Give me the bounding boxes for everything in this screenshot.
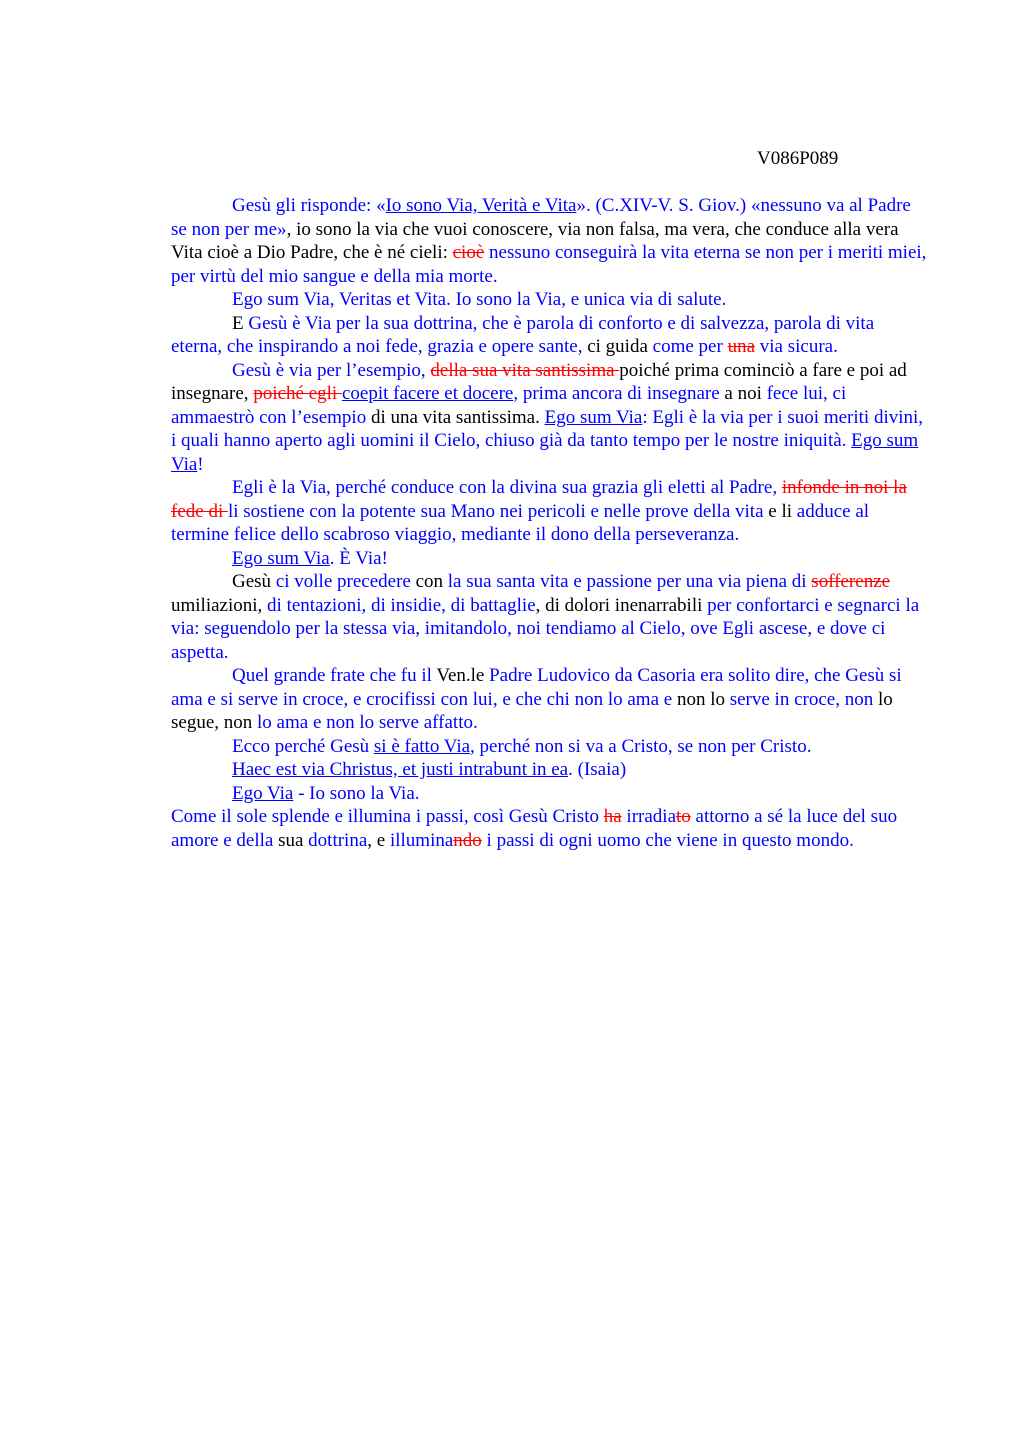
original-text: E xyxy=(232,312,249,334)
inserted-text: i passi di ogni uomo che viene in questo mondo. xyxy=(481,829,854,851)
inserted-text: come per xyxy=(652,336,728,357)
paragraph xyxy=(171,570,929,664)
inserted-text: ! xyxy=(197,453,204,475)
document-body xyxy=(171,194,929,852)
inserted-text: . (Isaia) xyxy=(568,759,627,780)
inserted-text: di tentazioni, di insidie, di battaglie xyxy=(267,594,536,616)
deleted-text: poiché egli xyxy=(253,383,342,404)
deleted-text: della sua vita santissima xyxy=(430,359,620,381)
paragraph xyxy=(171,735,929,759)
paragraph xyxy=(171,805,929,852)
underlined-quote: Io sono Via, Verità e Vita xyxy=(385,195,577,216)
underlined-quote: Ego Via xyxy=(232,782,294,804)
paragraph xyxy=(171,547,929,571)
paragraph xyxy=(171,194,929,288)
inserted-text: Ecco perché Gesù xyxy=(232,735,374,757)
inserted-text: irradia xyxy=(621,806,676,827)
deleted-text: to xyxy=(676,806,691,827)
document-id: V086P089 xyxy=(757,148,839,169)
original-text: Gesù xyxy=(232,571,276,592)
inserted-text: Egli è la Via, perché conduce con la divina sua grazia gli eletti al Padre, xyxy=(232,477,782,498)
inserted-text: ci volle precedere xyxy=(275,571,411,592)
original-text: non lo xyxy=(672,688,730,710)
paragraph xyxy=(171,359,929,477)
original-text: , di dolori inenarrabili xyxy=(535,594,708,616)
deleted-text: infonde in noi la fede di xyxy=(171,477,907,522)
inserted-text: Quel grande frate che fu il xyxy=(232,665,437,686)
inserted-text: per confortarci e segnarci la via: seguendolo per la stessa via, imitandolo, noi tendiamo al Cielo, ove Egli ascese, e dove ci aspetta. xyxy=(171,594,920,663)
original-text: e li xyxy=(763,500,797,522)
inserted-text: Padre Ludovico da Casoria era solito dire, che Gesù si ama e si serve in croce, e crocifissi con lui, e che chi non lo ama e xyxy=(171,665,902,710)
original-text: sua xyxy=(278,829,309,851)
original-text: Ven.le xyxy=(436,665,490,686)
deleted-text: cioè xyxy=(452,242,485,263)
original-text: , io sono la via che vuoi conoscere, via non falsa, ma vera, che conduce alla vera Vita cioè a Dio Padre, che è né cieli: xyxy=(171,218,899,263)
inserted-text: Ego sum Via, Veritas et Vita. Io sono la Via, e unica via di salute. xyxy=(232,289,727,310)
underlined-quote: Ego sum Via xyxy=(232,547,330,569)
underlined-quote: si è fatto Via xyxy=(373,735,471,757)
inserted-text: li sostiene con la potente sua Mano nei pericoli e nelle prove della vita xyxy=(227,500,764,522)
inserted-text: dottrina xyxy=(308,829,368,851)
original-text: ci guida xyxy=(582,336,653,357)
inserted-text: fece lui, ci ammaestrò con l’esempio xyxy=(171,383,847,428)
inserted-text: - Io sono la Via. xyxy=(293,782,420,804)
inserted-text: . È Via! xyxy=(329,547,388,569)
original-text: poiché prima cominciò a fare e poi ad insegnare, xyxy=(171,359,907,404)
deleted-text: ha xyxy=(603,806,622,827)
inserted-text: la sua santa vita e passione per una via piena di xyxy=(447,571,812,592)
original-text: a noi xyxy=(719,383,767,404)
underlined-quote: Ego sum Via xyxy=(171,430,919,475)
original-text: di una vita santissima. xyxy=(366,406,545,428)
inserted-text: adduce al termine felice dello scabroso viaggio, mediante il dono della perseveranza. xyxy=(171,500,870,545)
paragraph xyxy=(171,476,929,547)
inserted-text: Gesù è Via per la sua dottrina, che è parola di conforto e di salvezza, parola di vita eterna, che inspirando a noi fede, grazia e opere sante, xyxy=(171,312,875,357)
paragraph xyxy=(171,288,929,312)
inserted-text: Gesù è via per l’esempio, xyxy=(232,359,431,381)
paragraph xyxy=(171,312,929,359)
original-text: lo segue, non xyxy=(171,688,893,733)
paragraph xyxy=(171,782,929,806)
inserted-text: Gesù gli risponde: « xyxy=(232,195,386,216)
inserted-text: : Egli è la via per i suoi meriti divini, i quali hanno aperto agli uomini il Cielo, chiuso già da tanto tempo per le nostre iniquità. xyxy=(171,406,924,451)
paragraph xyxy=(171,758,929,782)
inserted-text: , prima ancora di insegnare xyxy=(513,383,720,404)
inserted-text: nessuno conseguirà la vita eterna se non per i meriti miei, per virtù del mio sangue e della mia morte. xyxy=(171,242,927,287)
deleted-text: ndo xyxy=(453,829,482,851)
original-text: umiliazioni, xyxy=(171,594,268,616)
underlined-quote: coepit facere et docere xyxy=(341,383,514,404)
inserted-text: serve in croce, non xyxy=(729,688,874,710)
paragraph xyxy=(171,664,929,735)
deleted-text: sofferenze xyxy=(811,571,891,592)
original-text: con xyxy=(410,571,448,592)
underlined-quote: Ego sum Via xyxy=(544,406,643,428)
inserted-text: via sicura. xyxy=(755,336,838,357)
deleted-text: una xyxy=(727,336,755,357)
underlined-quote: Haec est via Christus, et justi intrabunt in ea xyxy=(232,759,569,780)
inserted-text: attorno a sé la luce del suo amore e della xyxy=(171,806,898,851)
original-text: , e xyxy=(367,829,390,851)
inserted-text: lo ama e non lo serve affatto. xyxy=(257,712,478,733)
inserted-text: illumina xyxy=(389,829,454,851)
inserted-text: Come il sole splende e illumina i passi, così Gesù Cristo xyxy=(171,806,604,827)
inserted-text: , perché non si va a Cristo, se non per Cristo. xyxy=(470,735,812,757)
inserted-text: ». (C.XIV-V. S. Giov.) «nessuno va al Padre se non per me» xyxy=(171,195,911,240)
